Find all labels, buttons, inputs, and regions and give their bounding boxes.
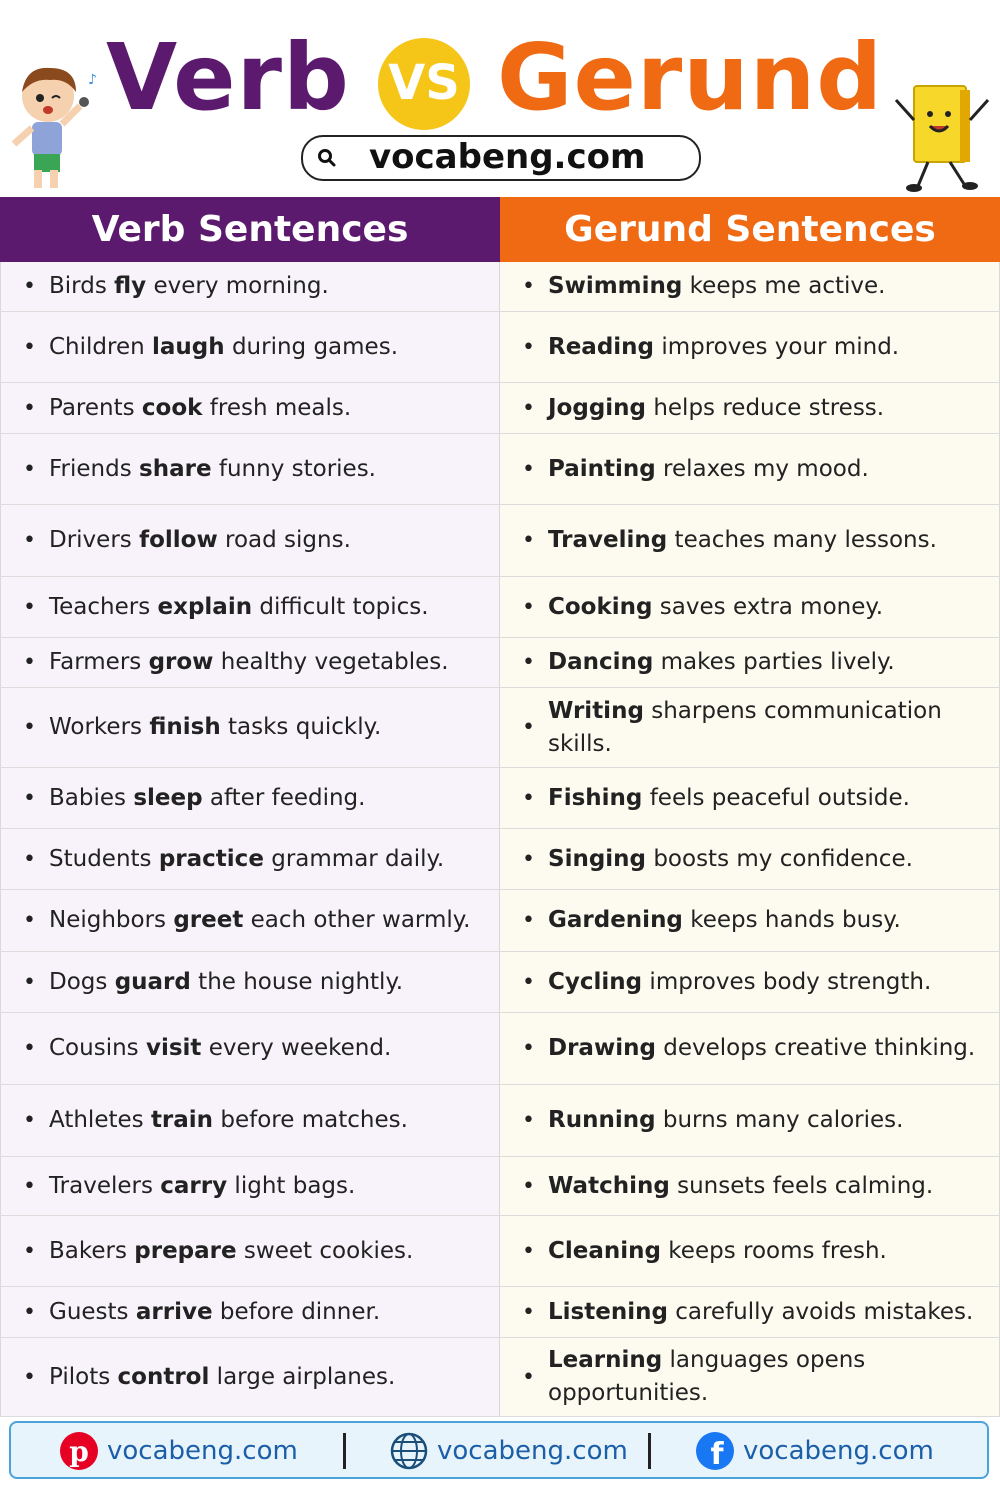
verb-text: large airplanes. <box>209 1363 396 1390</box>
bullet-icon: • <box>23 528 36 553</box>
bullet-icon: • <box>23 1108 36 1133</box>
gerund-keyword: Cleaning <box>548 1237 661 1264</box>
verb-text: before matches. <box>213 1107 408 1133</box>
gerund-sentence-cell <box>500 1216 1000 1286</box>
column-header-gerund: Gerund Sentences <box>500 197 1000 262</box>
gerund-keyword: Learning <box>548 1347 663 1373</box>
bullet-icon: • <box>522 1299 535 1325</box>
verb-sentence-cell <box>0 577 500 637</box>
bullet-icon: • <box>23 1364 36 1390</box>
facebook-icon <box>695 1431 735 1471</box>
gerund-text: boosts my confidence. <box>646 845 913 872</box>
verb-keyword: greet <box>173 907 244 933</box>
bullet-icon: • <box>23 456 36 482</box>
verb-text: Travelers <box>49 1172 161 1199</box>
verb-keyword: arrive <box>135 1298 213 1325</box>
verb-sentence-cell <box>0 505 500 576</box>
verb-sentence <box>49 711 479 744</box>
footer-separator <box>343 1433 346 1469</box>
verb-text: Cousins <box>49 1035 146 1061</box>
bullet-icon: • <box>522 395 535 421</box>
verb-sentence <box>49 1235 479 1268</box>
gerund-sentence-cell <box>500 577 1000 637</box>
verb-sentence-cell <box>0 952 500 1012</box>
gerund-text: keeps rooms fresh. <box>660 1237 887 1264</box>
verb-keyword: share <box>139 455 212 482</box>
gerund-keyword: Listening <box>548 1298 668 1325</box>
book-mascot-illustration <box>888 80 998 198</box>
verb-keyword: visit <box>145 1035 202 1061</box>
table-row <box>0 1287 1000 1338</box>
website-link[interactable] <box>389 1423 628 1479</box>
verb-text: tasks quickly. <box>220 714 382 740</box>
website-link-text: vocabeng.com <box>437 1436 628 1466</box>
title-verb: Verb <box>106 24 350 131</box>
verb-keyword: explain <box>157 593 253 620</box>
verb-sentence <box>49 646 479 679</box>
facebook-link[interactable] <box>695 1423 934 1479</box>
verb-sentence-cell <box>0 638 500 687</box>
bullet-icon: • <box>522 1173 535 1199</box>
gerund-sentence-cell <box>500 1085 1000 1156</box>
pinterest-icon <box>59 1431 99 1471</box>
gerund-text: helps reduce stress. <box>646 394 885 421</box>
verb-keyword: carry <box>160 1172 228 1199</box>
verb-text: Dogs <box>49 968 115 995</box>
gerund-sentence <box>548 695 979 761</box>
gerund-keyword: Jogging <box>548 394 647 421</box>
verb-sentence-cell <box>0 1287 500 1337</box>
table-row <box>0 638 1000 688</box>
bullet-icon: • <box>23 274 36 299</box>
gerund-text: sharpens communication skills. <box>548 697 942 757</box>
table-row <box>0 262 1000 312</box>
verb-text: funny stories. <box>211 455 376 482</box>
gerund-sentence-cell <box>500 312 1000 382</box>
gerund-sentence <box>548 904 979 937</box>
gerund-text: sunsets feels calming. <box>669 1172 934 1199</box>
gerund-keyword: Cycling <box>548 968 643 995</box>
verb-text: each other warmly. <box>243 907 471 933</box>
gerund-sentence <box>548 270 979 303</box>
gerund-text: burns many calories. <box>655 1107 904 1133</box>
gerund-sentence <box>548 782 979 815</box>
verb-text: Pilots <box>49 1363 118 1390</box>
header <box>0 0 1000 196</box>
bullet-icon: • <box>522 846 535 872</box>
verb-sentence-cell <box>0 383 500 433</box>
gerund-keyword: Swimming <box>548 273 683 299</box>
verb-sentence-cell <box>0 1013 500 1084</box>
table-row <box>0 952 1000 1013</box>
verb-sentence <box>49 524 479 557</box>
verb-sentence-cell <box>0 829 500 889</box>
gerund-text: improves body strength. <box>642 968 932 995</box>
gerund-keyword: Dancing <box>548 649 654 675</box>
gerund-text: develops creative thinking. <box>655 1035 976 1061</box>
bullet-icon: • <box>522 528 535 553</box>
verb-sentence <box>49 843 479 876</box>
column-header-verb: Verb Sentences <box>0 197 500 262</box>
bullet-icon: • <box>522 456 535 482</box>
bullet-icon: • <box>23 1299 36 1325</box>
gerund-sentence-cell <box>500 505 1000 576</box>
gerund-text: keeps hands busy. <box>682 907 901 933</box>
verb-keyword: prepare <box>134 1237 237 1264</box>
gerund-text: keeps me active. <box>682 273 886 299</box>
pinterest-link-text: vocabeng.com <box>107 1436 298 1466</box>
verb-keyword: finish <box>149 714 221 740</box>
verb-sentence <box>49 1104 479 1137</box>
verb-sentence-cell <box>0 890 500 951</box>
bullet-icon: • <box>522 715 535 740</box>
bullet-icon: • <box>522 594 535 620</box>
verb-sentence-cell <box>0 688 500 767</box>
verb-text: road signs. <box>217 527 351 553</box>
verb-keyword: follow <box>139 527 218 553</box>
gerund-text: relaxes my mood. <box>655 455 869 482</box>
verb-sentence <box>49 782 479 815</box>
gerund-keyword: Gardening <box>548 907 683 933</box>
gerund-keyword: Reading <box>548 333 655 360</box>
gerund-sentence <box>548 843 979 876</box>
gerund-sentence <box>548 1104 979 1137</box>
verb-text: Students <box>49 845 159 872</box>
gerund-keyword: Drawing <box>548 1035 656 1061</box>
verb-keyword: sleep <box>133 784 203 811</box>
gerund-sentence <box>548 1296 979 1329</box>
gerund-sentence-cell <box>500 768 1000 828</box>
bullet-icon: • <box>23 908 36 933</box>
verb-sentence-cell <box>0 1216 500 1286</box>
bullet-icon: • <box>23 1238 36 1264</box>
verb-sentence-cell <box>0 768 500 828</box>
footer-separator <box>648 1433 651 1469</box>
verb-keyword: fly <box>114 273 147 299</box>
gerund-sentence-cell <box>500 434 1000 504</box>
title-gerund: Gerund <box>497 24 884 131</box>
gerund-sentence-cell <box>500 383 1000 433</box>
svg-text:p: p <box>69 1435 89 1468</box>
gerund-sentence-cell <box>500 952 1000 1012</box>
verb-text: Teachers <box>49 593 158 620</box>
bullet-icon: • <box>23 334 36 360</box>
table-row <box>0 1013 1000 1085</box>
verb-sentence-cell <box>0 434 500 504</box>
svg-text:♪: ♪ <box>88 72 97 88</box>
verb-keyword: control <box>117 1363 210 1390</box>
gerund-keyword: Traveling <box>548 527 668 553</box>
table-row <box>0 577 1000 638</box>
verb-sentence <box>49 591 479 624</box>
verb-sentence-cell <box>0 312 500 382</box>
svg-text:f: f <box>710 1437 724 1471</box>
gerund-keyword: Cooking <box>548 593 653 620</box>
verb-sentence-cell <box>0 1085 500 1156</box>
verb-text: the house nightly. <box>190 968 404 995</box>
verb-text: Neighbors <box>49 907 174 933</box>
verb-text: after feeding. <box>202 784 366 811</box>
gerund-keyword: Watching <box>548 1172 670 1199</box>
gerund-text: improves your mind. <box>654 333 900 360</box>
search-icon <box>315 146 339 170</box>
bullet-icon: • <box>23 846 36 872</box>
verb-text: during games. <box>224 333 399 360</box>
verb-keyword: grow <box>148 649 214 675</box>
table-row <box>0 383 1000 434</box>
gerund-text: makes parties lively. <box>653 649 895 675</box>
gerund-sentence-cell <box>500 829 1000 889</box>
bullet-icon: • <box>23 650 36 675</box>
facebook-link-text: vocabeng.com <box>743 1436 934 1466</box>
gerund-keyword: Running <box>548 1107 656 1133</box>
bullet-icon: • <box>522 274 535 299</box>
gerund-text: teaches many lessons. <box>667 527 937 553</box>
gerund-sentence-cell <box>500 1287 1000 1337</box>
page-title <box>0 18 1000 131</box>
gerund-keyword: Singing <box>548 845 647 872</box>
verb-text: Bakers <box>49 1237 135 1264</box>
table-row <box>0 890 1000 952</box>
gerund-sentence-cell <box>500 262 1000 311</box>
verb-text: before dinner. <box>212 1298 381 1325</box>
footer-links <box>9 1421 989 1479</box>
gerund-sentence <box>548 331 979 364</box>
search-text: vocabeng.com <box>369 137 646 177</box>
verb-text: fresh meals. <box>202 394 352 421</box>
gerund-sentence-cell <box>500 638 1000 687</box>
table-row <box>0 1338 1000 1417</box>
verb-keyword: practice <box>158 845 264 872</box>
table-row <box>0 1157 1000 1216</box>
verb-text: light bags. <box>227 1172 356 1199</box>
verb-sentence <box>49 453 479 486</box>
verb-sentence <box>49 1032 479 1065</box>
gerund-sentence <box>548 392 979 425</box>
verb-text: every morning. <box>146 273 329 299</box>
verb-text: Workers <box>49 714 150 740</box>
vs-badge: VS <box>378 38 470 130</box>
verb-text: difficult topics. <box>252 593 429 620</box>
verb-sentence <box>49 1296 479 1329</box>
bullet-icon: • <box>522 1364 535 1390</box>
bullet-icon: • <box>23 1173 36 1199</box>
bullet-icon: • <box>23 1036 36 1061</box>
verb-keyword: cook <box>141 394 203 421</box>
verb-keyword: train <box>150 1107 214 1133</box>
bullet-icon: • <box>522 650 535 675</box>
verb-sentence-cell <box>0 262 500 311</box>
verb-text: every weekend. <box>201 1035 392 1061</box>
bullet-icon: • <box>522 785 535 811</box>
gerund-sentence <box>548 1170 979 1203</box>
verb-sentence-cell <box>0 1157 500 1215</box>
gerund-text: saves extra money. <box>652 593 884 620</box>
gerund-sentence-cell <box>500 1013 1000 1084</box>
gerund-text: carefully avoids mistakes. <box>667 1298 974 1325</box>
bullet-icon: • <box>23 785 36 811</box>
table-row <box>0 829 1000 890</box>
gerund-sentence <box>548 646 979 679</box>
gerund-text: languages opens opportunities. <box>548 1347 866 1406</box>
gerund-sentence-cell <box>500 1157 1000 1215</box>
verb-text: grammar daily. <box>263 845 445 872</box>
verb-text: Friends <box>49 455 140 482</box>
verb-sentence <box>49 331 479 364</box>
gerund-sentence <box>548 1235 979 1268</box>
verb-text: Birds <box>49 273 115 299</box>
gerund-keyword: Fishing <box>548 784 643 811</box>
verb-text: healthy vegetables. <box>213 649 449 675</box>
bullet-icon: • <box>522 908 535 933</box>
verb-text: sweet cookies. <box>236 1237 414 1264</box>
gerund-keyword: Painting <box>548 455 656 482</box>
verb-text: Parents <box>49 394 142 421</box>
table-row <box>0 1216 1000 1287</box>
verb-sentence <box>49 904 479 937</box>
table-body <box>0 262 1000 1417</box>
bullet-icon: • <box>522 969 535 995</box>
verb-text: Guests <box>49 1298 136 1325</box>
gerund-sentence-cell <box>500 688 1000 767</box>
gerund-sentence <box>548 1344 979 1410</box>
search-bar[interactable] <box>301 135 701 181</box>
verb-sentence <box>49 966 479 999</box>
gerund-sentence <box>548 524 979 557</box>
table-row <box>0 505 1000 577</box>
gerund-sentence-cell <box>500 890 1000 951</box>
bullet-icon: • <box>23 594 36 620</box>
verb-sentence <box>49 1361 479 1394</box>
gerund-sentence <box>548 966 979 999</box>
verb-text: Farmers <box>49 649 149 675</box>
bullet-icon: • <box>23 395 36 421</box>
verb-text: Drivers <box>49 527 140 553</box>
gerund-sentence <box>548 591 979 624</box>
gerund-sentence <box>548 453 979 486</box>
bullet-icon: • <box>23 715 36 740</box>
comparison-table <box>0 197 1000 1417</box>
verb-keyword: laugh <box>152 333 225 360</box>
verb-sentence <box>49 270 479 303</box>
bullet-icon: • <box>522 334 535 360</box>
table-row <box>0 768 1000 829</box>
verb-text: Athletes <box>49 1107 151 1133</box>
bullet-icon: • <box>522 1036 535 1061</box>
bullet-icon: • <box>522 1238 535 1264</box>
verb-text: Babies <box>49 784 134 811</box>
verb-sentence <box>49 392 479 425</box>
bullet-icon: • <box>522 1108 535 1133</box>
table-header-row <box>0 197 1000 262</box>
verb-sentence <box>49 1170 479 1203</box>
verb-keyword: guard <box>114 968 191 995</box>
globe-icon <box>389 1431 429 1471</box>
gerund-sentence <box>548 1032 979 1065</box>
bullet-icon: • <box>23 969 36 995</box>
table-row <box>0 312 1000 383</box>
table-row <box>0 688 1000 768</box>
gerund-text: feels peaceful outside. <box>642 784 910 811</box>
gerund-keyword: Writing <box>548 697 644 724</box>
pinterest-link[interactable] <box>59 1423 298 1479</box>
table-row <box>0 434 1000 505</box>
verb-sentence-cell <box>0 1338 500 1416</box>
table-row <box>0 1085 1000 1157</box>
verb-text: Children <box>49 333 153 360</box>
gerund-sentence-cell <box>500 1338 1000 1416</box>
